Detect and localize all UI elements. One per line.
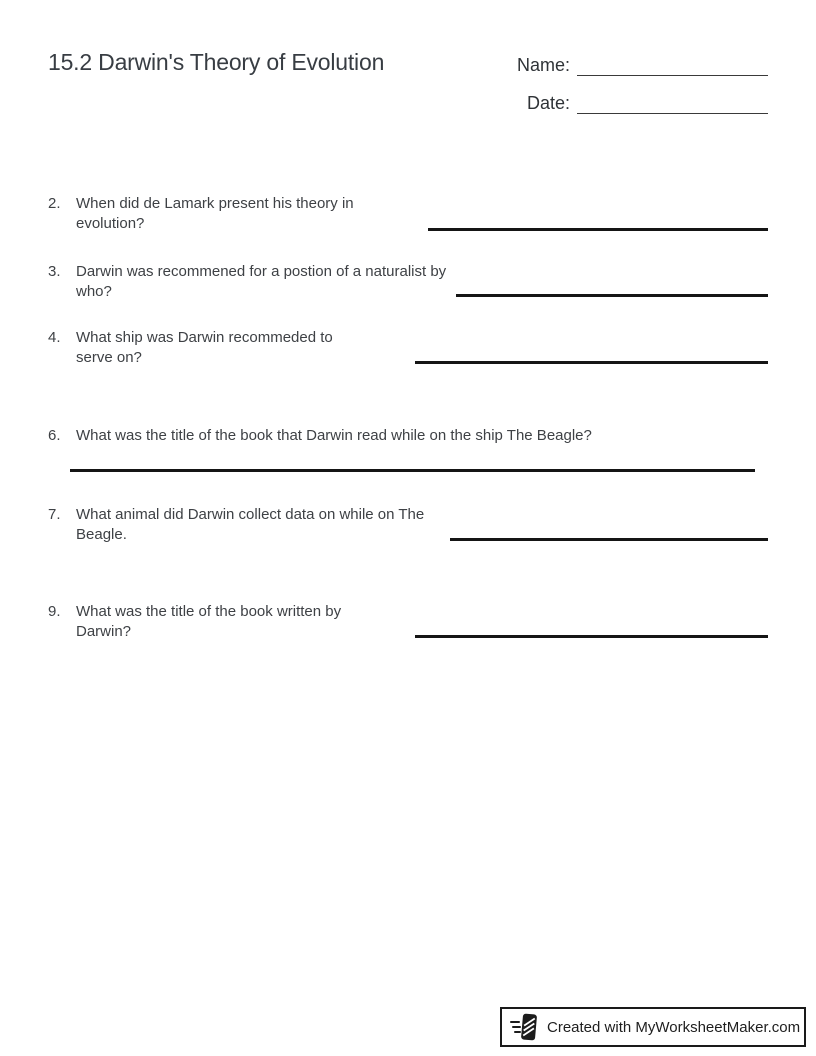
credit-text: Created with MyWorksheetMaker.com [547,1018,801,1036]
question-item [48,328,368,367]
name-write-line [577,54,768,76]
name-label: Name: [516,55,570,75]
worksheet-title: 15.2 Darwin's Theory of Evolution [48,49,385,75]
question-number: 2. [48,195,61,212]
question-item [48,194,391,233]
answer-line [70,469,755,472]
question-item [48,262,454,301]
answer-line [415,361,768,364]
question-text: What was the title of the book that Darwin read while on the ship The Beagle? [76,427,592,444]
question-number: 6. [48,427,61,444]
answer-line [450,538,768,541]
name-field-row [517,52,768,76]
question-text: What ship was Darwin recommeded to serve on? [76,329,333,366]
answer-line [415,635,768,638]
question-item [48,602,378,641]
credit-badge [500,1007,806,1047]
date-field-row [527,90,768,114]
question-number: 3. [48,263,61,280]
question-item [48,505,454,544]
question-item [48,426,776,446]
question-text: What animal did Darwin collect data on while on The Beagle. [76,506,425,543]
answer-line [456,294,768,297]
question-text: What was the title of the book written by Darwin? [76,603,342,640]
question-number: 9. [48,603,61,620]
question-text: Darwin was recommened for a postion of a naturalist by who? [76,263,447,300]
date-write-line [577,92,768,114]
flying-worksheet-icon [510,1012,540,1042]
answer-line [428,228,768,231]
question-number: 4. [48,329,61,346]
question-number: 7. [48,506,61,523]
question-text: When did de Lamark present his theory in evolution? [76,195,354,232]
date-label: Date: [526,93,570,113]
